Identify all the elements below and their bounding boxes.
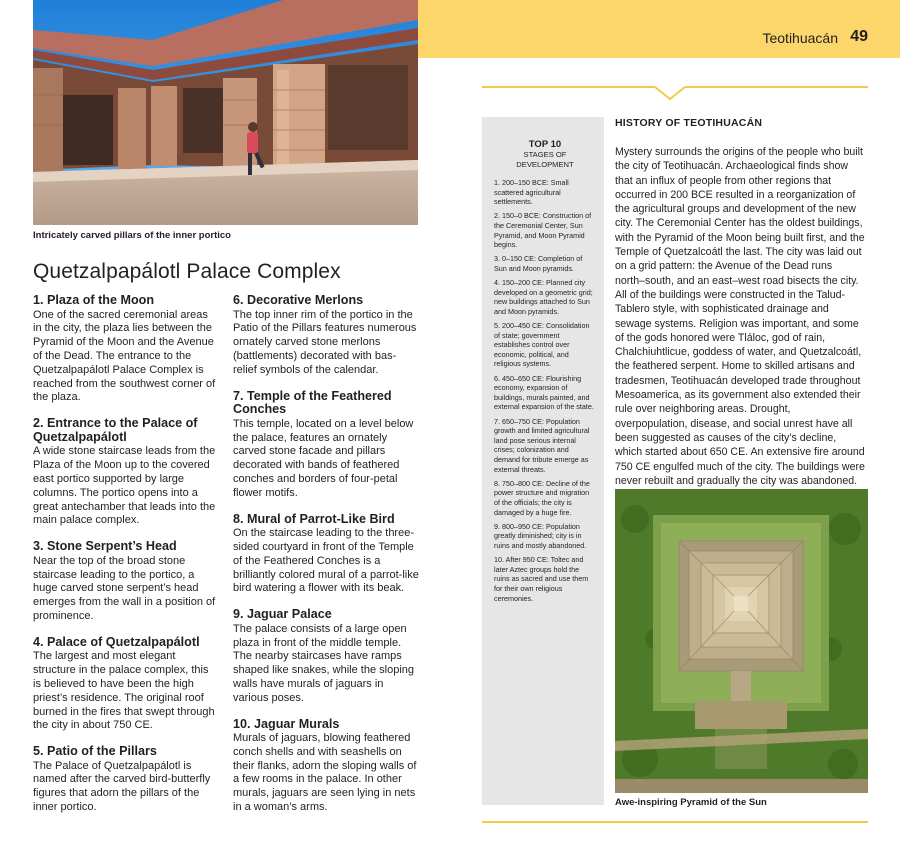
entry-text: The Palace of Quetzalpapálotl is named after the carved bird-butterfly figures that adorn the pillars of the inner portico. <box>33 759 211 814</box>
header-band <box>418 0 900 58</box>
entry-text: The top inner rim of the portico in the Patio of the Pillars features numerous ornately carved stone merlons (battlements) decorated with bas-relief symbols of the calendar. <box>233 308 417 376</box>
top10-sidebar <box>482 117 604 805</box>
stage-item: 3. 0–150 CE: Completion of Sun and Moon pyramids. <box>494 254 583 273</box>
entry-entrance-to-palace <box>33 417 219 528</box>
entry-heading: 9. Jaguar Palace <box>233 607 332 622</box>
stage-item: 1. 200–150 BCE: Small scattered agricultural settlements. <box>494 178 569 207</box>
stage-item: 5. 200–450 CE: Consolidation of state; government establishes control over economic, political, and religious systems. <box>494 321 590 369</box>
pyramid-of-the-sun-photo <box>615 489 868 793</box>
entry-jaguar-murals <box>233 718 419 815</box>
portico-photo <box>33 0 418 225</box>
entry-heading: 10. Jaguar Murals <box>233 716 340 731</box>
entry-text: This temple, located on a level below the palace, features an ornately carved stone facade and pillars decorated with bands of feathered conches and borders of four-petal flower motifs. <box>233 417 414 499</box>
history-body: Mystery surrounds the origins of the people who built the city of Teotihuacán. Archaeological finds show that an influx of people from other regions that occurred in 200 BCE resulted in a reorganization of the agricultural groups and development of the new city. The Ceremonial Center has the oldest buildings, with the Pyramid of the Moon being built first, and the Temple of Quetzalcoátl the last. The city was laid out on a grid pattern: the Avenue of the Dead runs north–south, and an east–west road bisects the city. All of the buildings were constructed in the Talud-Tablero style, with sophisticated drainage and sewage systems. Religion was important, and some of the gods honored were Tláloc, god of rain, Chalchiuhtlicue, goddess of water, and Quetzalcoátl, the feathered serpent. Home to skilled artisans and tradesmen, Teotihuacán developed trade throughout Mesoamerica, as its government also extended their rule over neighboring areas. Drought, overpopulation, disease, and social unrest have all been suggested as causes of the city’s decline, which started about 650 CE. An extensive fire around 750 CE engulfed much of the city. The buildings were never rebuilt and gradually the city was abandoned. <box>615 146 865 487</box>
entries-column-middle <box>233 294 419 827</box>
pyramid-photo-caption: Awe-inspiring Pyramid of the Sun <box>615 797 767 808</box>
entry-text: One of the sacred ceremonial areas in the city, the plaza lies between the Pyramid of the Moon and the Avenue of the Dead. The entrance to the Quetzalpapálotl Palace Complex is reached from the southwest corner of the plaza. <box>33 308 216 404</box>
spread-title: Quetzalpapálotl Palace Complex <box>33 260 341 283</box>
entry-text: The palace consists of a large open plaza in front of the middle temple. The nearby staircases have ramps shaped like snakes, while the sloping walls have murals of jaguars in various poses. <box>233 622 415 704</box>
entry-plaza-of-the-moon <box>33 294 219 405</box>
notch-marker-icon <box>655 86 685 102</box>
top10-subtitle: STAGES OF DEVELOPMENT <box>516 150 574 169</box>
stage-item: 6. 450–650 CE: Flourishing economy, expansion of buildings, murals painted, and external expansion of the state. <box>494 373 594 412</box>
running-section-title: Teotihuacán <box>762 30 838 46</box>
top10-title: TOP 10 <box>528 139 562 150</box>
entry-heading: 5. Patio of the Pillars <box>33 744 157 759</box>
entry-heading: 6. Decorative Merlons <box>233 293 364 307</box>
stage-item: 7. 650–750 CE: Population growth and limited agricultural land pose serious internal crises; colonization and demand for tribute emerge as external threats. <box>494 416 590 474</box>
bottom-gold-rule <box>482 821 868 823</box>
stage-item: 2. 150–0 BCE: Construction of the Ceremonial Center, Sun Pyramid, and Moon Pyramid begins. <box>494 211 592 250</box>
entry-heading: 2. Entrance to the Palace of Quetzalpapálotl <box>33 416 198 444</box>
stage-item: 9. 800–950 CE: Population greatly diminished; city is in ruins and mostly abandoned. <box>494 521 587 550</box>
stage-item: 10. After 950 CE: Toltec and later Aztec groups hold the ruins as sacred and use them for their own religious ceremonies. <box>494 555 589 603</box>
page-number: 49 <box>850 28 868 45</box>
entry-jaguar-palace <box>233 608 419 705</box>
entry-stone-serpents-head <box>33 540 219 624</box>
entry-palace-of-quetzalpapalotl <box>33 636 219 733</box>
entry-text: On the staircase leading to the three-sided courtyard in front of the Temple of the Feathered Conches is a brilliantly colored mural of a parrot-like bird watering a flower with its beak. <box>233 527 419 595</box>
entry-text: Near the top of the broad stone staircase leading to the portico, a huge carved stone serpent’s head emerges from the wall in a position of prominence. <box>33 554 216 622</box>
entry-text: Murals of jaguars, blowing feathered conch shells and with seashells on their flanks, adorn the sloping walls of a few rooms in the palace. In other murals, jaguars are seen lying in nets in a woman’s arms. <box>233 732 417 814</box>
portico-photo-caption: Intricately carved pillars of the inner portico <box>33 230 231 241</box>
entry-decorative-merlons <box>233 294 419 378</box>
entry-heading: 3. Stone Serpent’s Head <box>33 539 177 554</box>
entry-heading: 1. Plaza of the Moon <box>33 293 155 307</box>
stage-item: 4. 150–200 CE: Planned city developed on a geometric grid; new buildings attached to Sun and Moon pyramids. <box>494 278 593 316</box>
entries-column-left <box>33 294 219 827</box>
entry-heading: 8. Mural of Parrot-Like Bird <box>233 511 395 526</box>
entry-mural-of-parrot-like-bird <box>233 513 419 597</box>
entry-temple-of-feathered-conches <box>233 390 419 501</box>
entry-patio-of-the-pillars <box>33 745 219 815</box>
entry-heading: 7. Temple of the Feathered Conches <box>233 388 392 417</box>
entry-text: A wide stone staircase leads from the Plaza of the Moon up to the covered east portico supported by large columns. The portico opens into a great antechamber that leads into the main palace complex. <box>33 445 216 527</box>
entry-heading: 4. Palace of Quetzalpapálotl <box>33 634 200 649</box>
stage-item: 8. 750–800 CE: Decline of the power structure and migration of the officials; the city is damaged by a huge fire. <box>494 478 590 517</box>
history-heading: HISTORY OF TEOTIHUACÁN <box>615 117 763 129</box>
entry-text: The largest and most elegant structure in the palace complex, this is believed to have been the high priest’s residence. The original roof burned in the fires that swept through the city in about 750 CE. <box>33 650 215 732</box>
